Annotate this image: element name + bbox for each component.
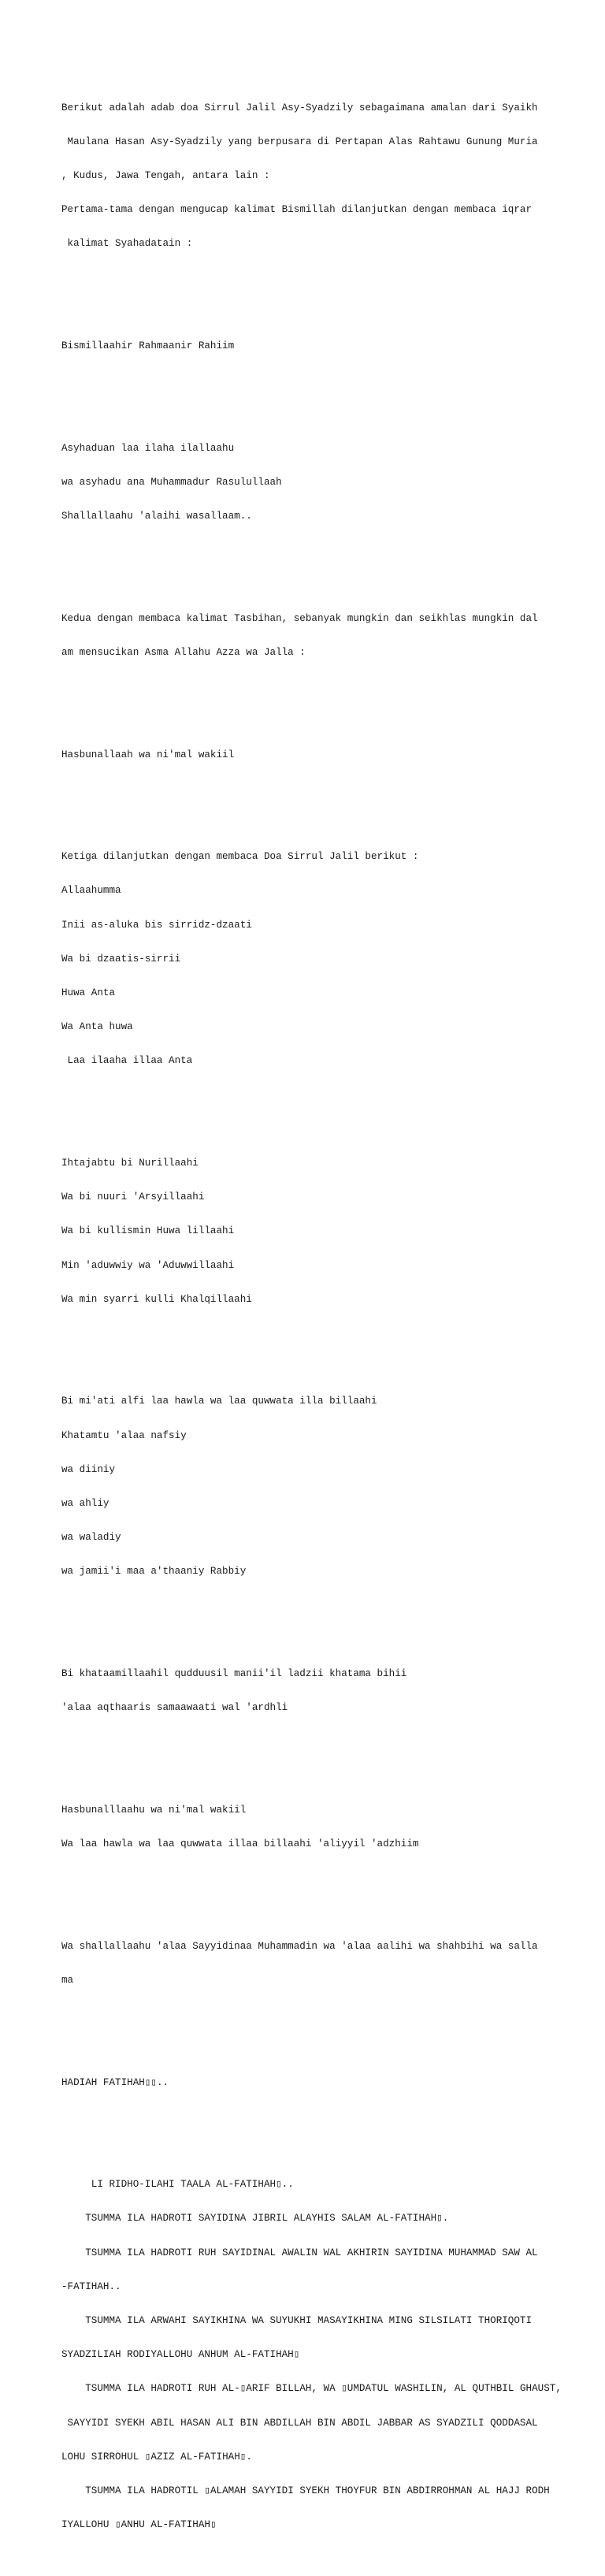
text-line: TSUMMA ILA ARWAHI SAYIKHINA WA SUYUKHI MASAYIKHINA MING SILSILATI THORIQOTI: [61, 2315, 533, 2327]
hasbunallah-paragraph: [61, 727, 597, 783]
text-line: Hasbunalllaahu wa ni'mal wakiil: [61, 1804, 247, 1816]
text-line: Asyhaduan laa ilaha ilallaahu: [61, 442, 235, 454]
text-line: IYALLOHU ▯ANHU AL-FATIHAH▯: [61, 2519, 217, 2531]
intro-paragraph: [61, 80, 597, 273]
tasbih-instruction-paragraph: [61, 590, 597, 681]
text-line: ma: [61, 1974, 74, 1986]
text-line: am mensucikan Asma Allahu Azza wa Jalla :: [61, 646, 306, 658]
text-line: , Kudus, Jawa Tengah, antara lain :: [61, 170, 270, 182]
text-line: 'alaa aqthaaris samaawaati wal 'ardhli: [61, 1702, 288, 1714]
text-line: Bi khataamillaahil qudduusil manii'il ladzii khatama bihii: [61, 1668, 407, 1680]
text-line: Khatamtu 'alaa nafsiy: [61, 1429, 187, 1441]
hasbunalllaahu-paragraph: [61, 1782, 597, 1872]
text-line: Ihtajabtu bi Nurillaahi: [61, 1158, 199, 1169]
text-line: Wa shallallaahu 'alaa Sayyidinaa Muhammadin wa 'alaa aalihi wa shahbihi wa salla: [61, 1940, 538, 1952]
text-line: Inii as-aluka bis sirridz-dzaati: [61, 919, 252, 931]
text-line: Shallallaahu 'alaihi wasallaam..: [61, 511, 252, 522]
syahadat-paragraph: [61, 420, 597, 545]
text-line: Huwa Anta: [61, 987, 116, 998]
ihtajabtu-paragraph: [61, 1135, 597, 1328]
text-line: Ketiga dilanjutkan dengan membaca Doa Sirrul Jalil berikut :: [61, 851, 419, 863]
text-line: Wa laa hawla wa laa quwwata illaa billaahi 'aliyyil 'adzhiim: [61, 1838, 419, 1850]
text-line: Wa bi nuuri 'Arsyillaahi: [61, 1191, 205, 1203]
text-line: wa asyhadu ana Muhammadur Rasulullaah: [61, 476, 282, 488]
text-line: -FATIHAH..: [61, 2280, 121, 2292]
text-line: Pertama-tama dengan mengucap kalimat Bismillah dilanjutkan dengan membaca iqrar: [61, 204, 533, 216]
doa-sirrul-jalil-paragraph: [61, 828, 597, 1089]
text-line: kalimat Syahadatain :: [61, 238, 193, 250]
text-line: TSUMMA ILA HADROTI RUH AL-▯ARIF BILLAH, WA ▯UMDATUL WASHILIN, AL QUTHBIL GHAUST,: [61, 2383, 562, 2395]
shalawat-paragraph: [61, 1918, 597, 2009]
hadiah-heading: [61, 2054, 597, 2111]
text-line: TSUMMA ILA HADROTIL ▯ALAMAH SAYYIDI SYEKH THOYFUR BIN ABDIRROHMAN AL HAJJ RODH: [61, 2485, 550, 2497]
text-line: Allaahumma: [61, 885, 121, 897]
text-line: SAYYIDI SYEKH ABIL HASAN ALI BIN ABDILLAH BIN ABDIL JABBAR AS SYADZILI QODDASAL: [61, 2417, 538, 2429]
text-line: TSUMMA ILA HADROTI SAYIDINA JIBRIL ALAYHIS SALAM AL-FATIHAH▯.: [61, 2213, 449, 2225]
text-line: Maulana Hasan Asy-Syadzily yang berpusara di Pertapan Alas Rahtawu Gunung Muria: [61, 136, 538, 147]
text-line: wa waladiy: [61, 1532, 121, 1544]
text-line: wa ahliy: [61, 1498, 109, 1510]
document-body: [61, 57, 597, 2576]
khataamillaahil-paragraph: [61, 1645, 597, 1736]
text-line: LOHU SIRROHUL ▯AZIZ AL-FATIHAH▯.: [61, 2451, 252, 2463]
text-line: Bi mi'ati alfi laa hawla wa laa quwwata illa billaahi: [61, 1396, 377, 1407]
khatamtu-paragraph: [61, 1373, 597, 1600]
text-line: Laa ilaaha illaa Anta: [61, 1055, 193, 1067]
hadiah-fatihah-list: [61, 2156, 597, 2553]
text-line: Hasbunallaah wa ni'mal wakiil: [61, 749, 235, 760]
text-line: SYADZILIAH RODIYALLOHU ANHUM AL-FATIHAH▯: [61, 2349, 300, 2361]
text-line: Wa bi dzaatis-sirrii: [61, 953, 181, 965]
text-line: Min 'aduwwiy wa 'Aduwwillaahi: [61, 1259, 235, 1271]
text-line: TSUMMA ILA HADROTI RUH SAYIDINAL AWALIN WAL AKHIRIN SAYIDINA MUHAMMAD SAW AL: [61, 2247, 538, 2258]
text-line: Wa min syarri kulli Khalqillaahi: [61, 1293, 252, 1305]
text-line: Bismillaahir Rahmaanir Rahiim: [61, 340, 235, 352]
bismillah-paragraph: [61, 318, 597, 374]
text-line: Berikut adalah adab doa Sirrul Jalil Asy-Syadzily sebagaimana amalan dari Syaikh: [61, 102, 538, 113]
text-line: wa jamii'i maa a'thaaniy Rabbiy: [61, 1566, 247, 1578]
text-line: HADIAH FATIHAH▯▯..: [61, 2076, 169, 2088]
text-line: LI RIDHO-ILAHI TAALA AL-FATIHAH▯..: [61, 2179, 294, 2191]
text-line: Wa bi kullismin Huwa lillaahi: [61, 1225, 235, 1237]
text-line: wa diiniy: [61, 1463, 116, 1475]
text-line: Wa Anta huwa: [61, 1021, 133, 1033]
text-line: Kedua dengan membaca kalimat Tasbihan, sebanyak mungkin dan seikhlas mungkin dal: [61, 612, 538, 624]
